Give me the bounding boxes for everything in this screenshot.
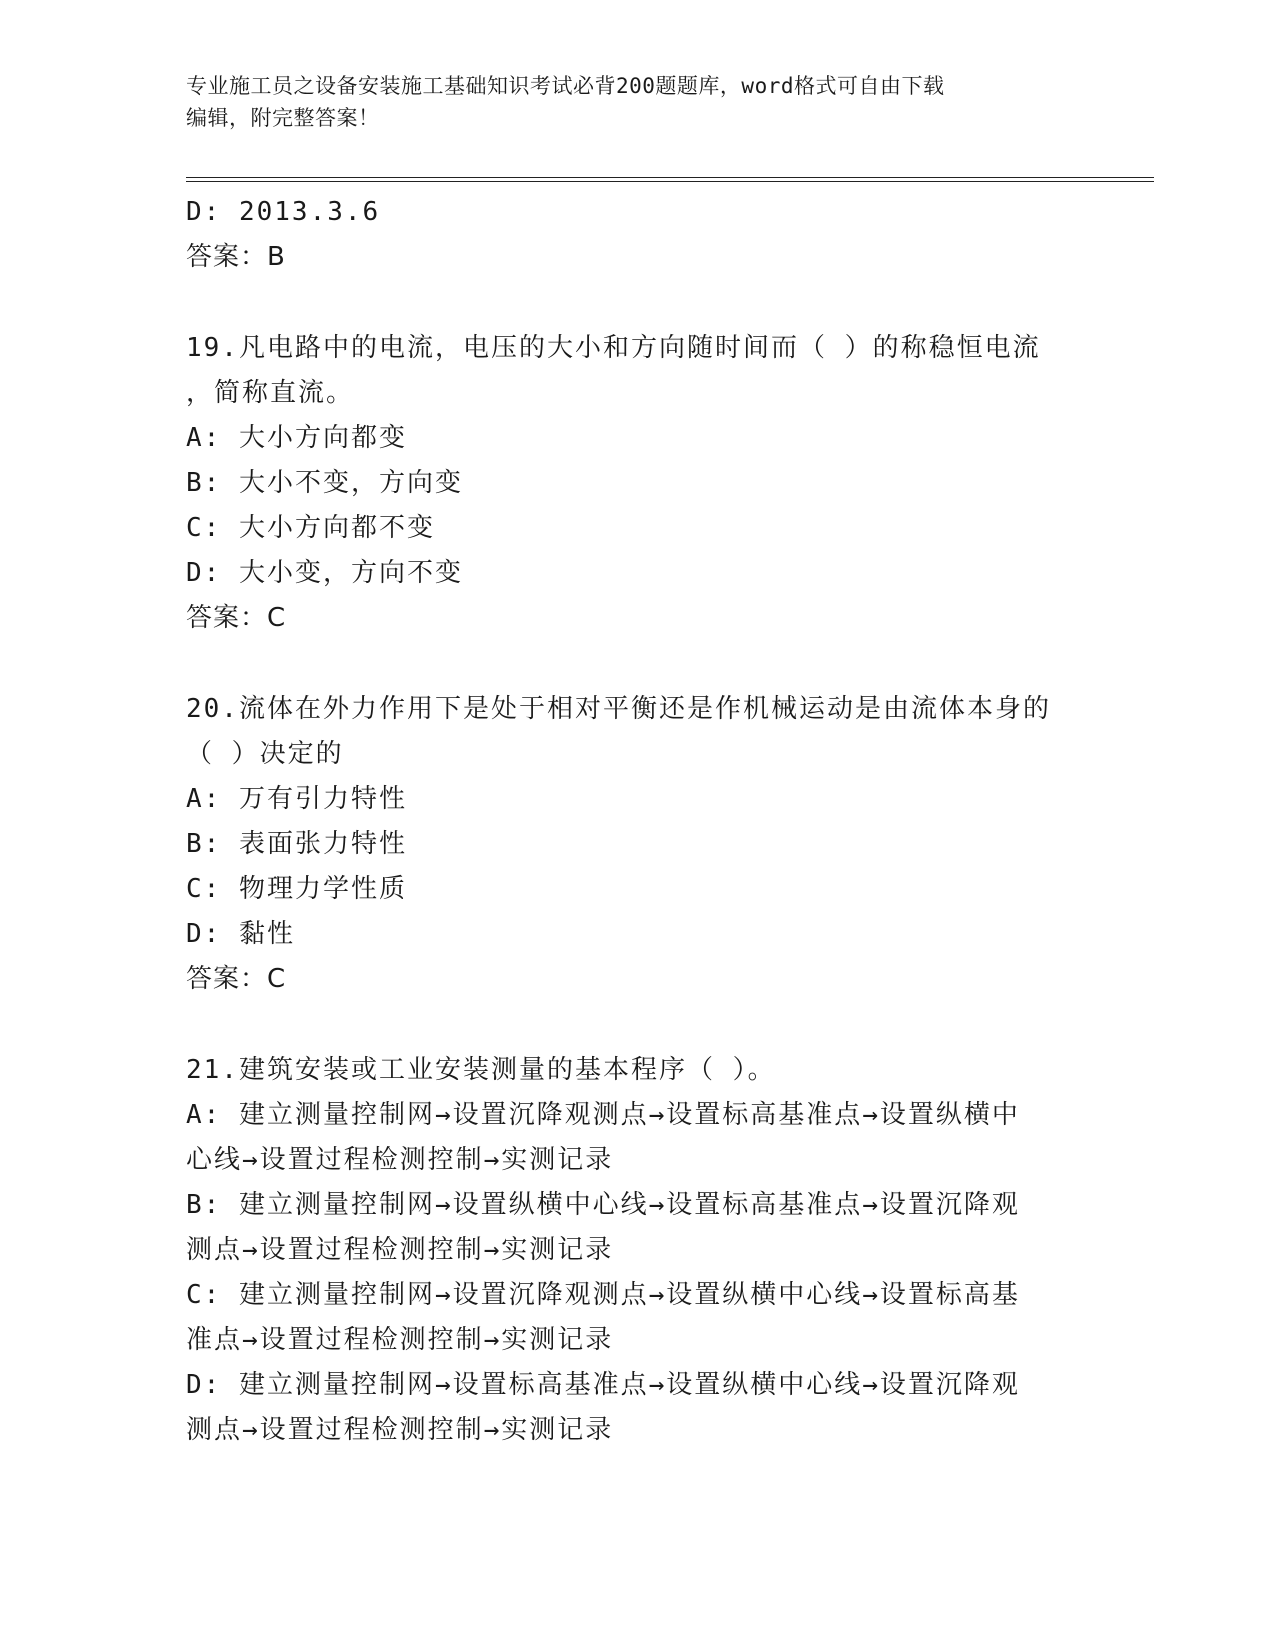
question-21 [186,1048,1086,1453]
spacer [186,1002,1086,1048]
option-a: A: 建立测量控制网→设置沉降观测点→设置标高基准点→设置纵横中 [186,1100,1020,1130]
spacer [186,641,1086,687]
option-a: A: 万有引力特性 [186,784,407,814]
answer-label: 答案：B [186,242,286,272]
option-d: D: 2013.3.6 [186,197,381,227]
option-c-continued: 准点→设置过程检测控制→实测记录 [186,1325,614,1355]
option-b: B: 建立测量控制网→设置纵横中心线→设置标高基准点→设置沉降观 [186,1190,1020,1220]
previous-question-tail [186,190,1086,280]
option-d: D: 大小变，方向不变 [186,558,463,588]
question-stem: 21.建筑安装或工业安装测量的基本程序（ ）。 [186,1055,776,1085]
option-d: D: 黏性 [186,919,295,949]
option-a-continued: 心线→设置过程检测控制→实测记录 [186,1145,614,1175]
option-d: D: 建立测量控制网→设置标高基准点→设置纵横中心线→设置沉降观 [186,1370,1020,1400]
header-divider-top [186,177,1154,178]
header-line-2: 编辑，附完整答案！ [186,106,380,130]
option-b: B: 大小不变，方向变 [186,468,463,498]
question-20 [186,687,1086,1002]
option-a: A: 大小方向都变 [186,423,407,453]
option-b-continued: 测点→设置过程检测控制→实测记录 [186,1235,614,1265]
option-d-continued: 测点→设置过程检测控制→实测记录 [186,1415,614,1445]
option-c: C: 建立测量控制网→设置沉降观测点→设置纵横中心线→设置标高基 [186,1280,1020,1310]
answer-label: 答案：C [186,964,287,994]
header-line-1: 专业施工员之设备安装施工基础知识考试必背200题题库，word格式可自由下载 [186,74,945,98]
document-body [186,190,1086,1453]
question-stem-continued: ，简称直流。 [186,378,355,408]
page-header [186,70,1086,134]
answer-label: 答案：C [186,603,287,633]
option-c: C: 大小方向都不变 [186,513,435,543]
option-b: B: 表面张力特性 [186,829,407,859]
spacer [186,280,1086,326]
question-19 [186,326,1086,641]
question-stem: 20.流体在外力作用下是处于相对平衡还是作机械运动是由流体本身的 [186,694,1051,724]
question-stem-continued: （ ）决定的 [186,739,344,769]
question-stem: 19.凡电路中的电流，电压的大小和方向随时间而（ ）的称稳恒电流 [186,333,1041,363]
option-c: C: 物理力学性质 [186,874,407,904]
header-divider-bottom [186,181,1154,182]
